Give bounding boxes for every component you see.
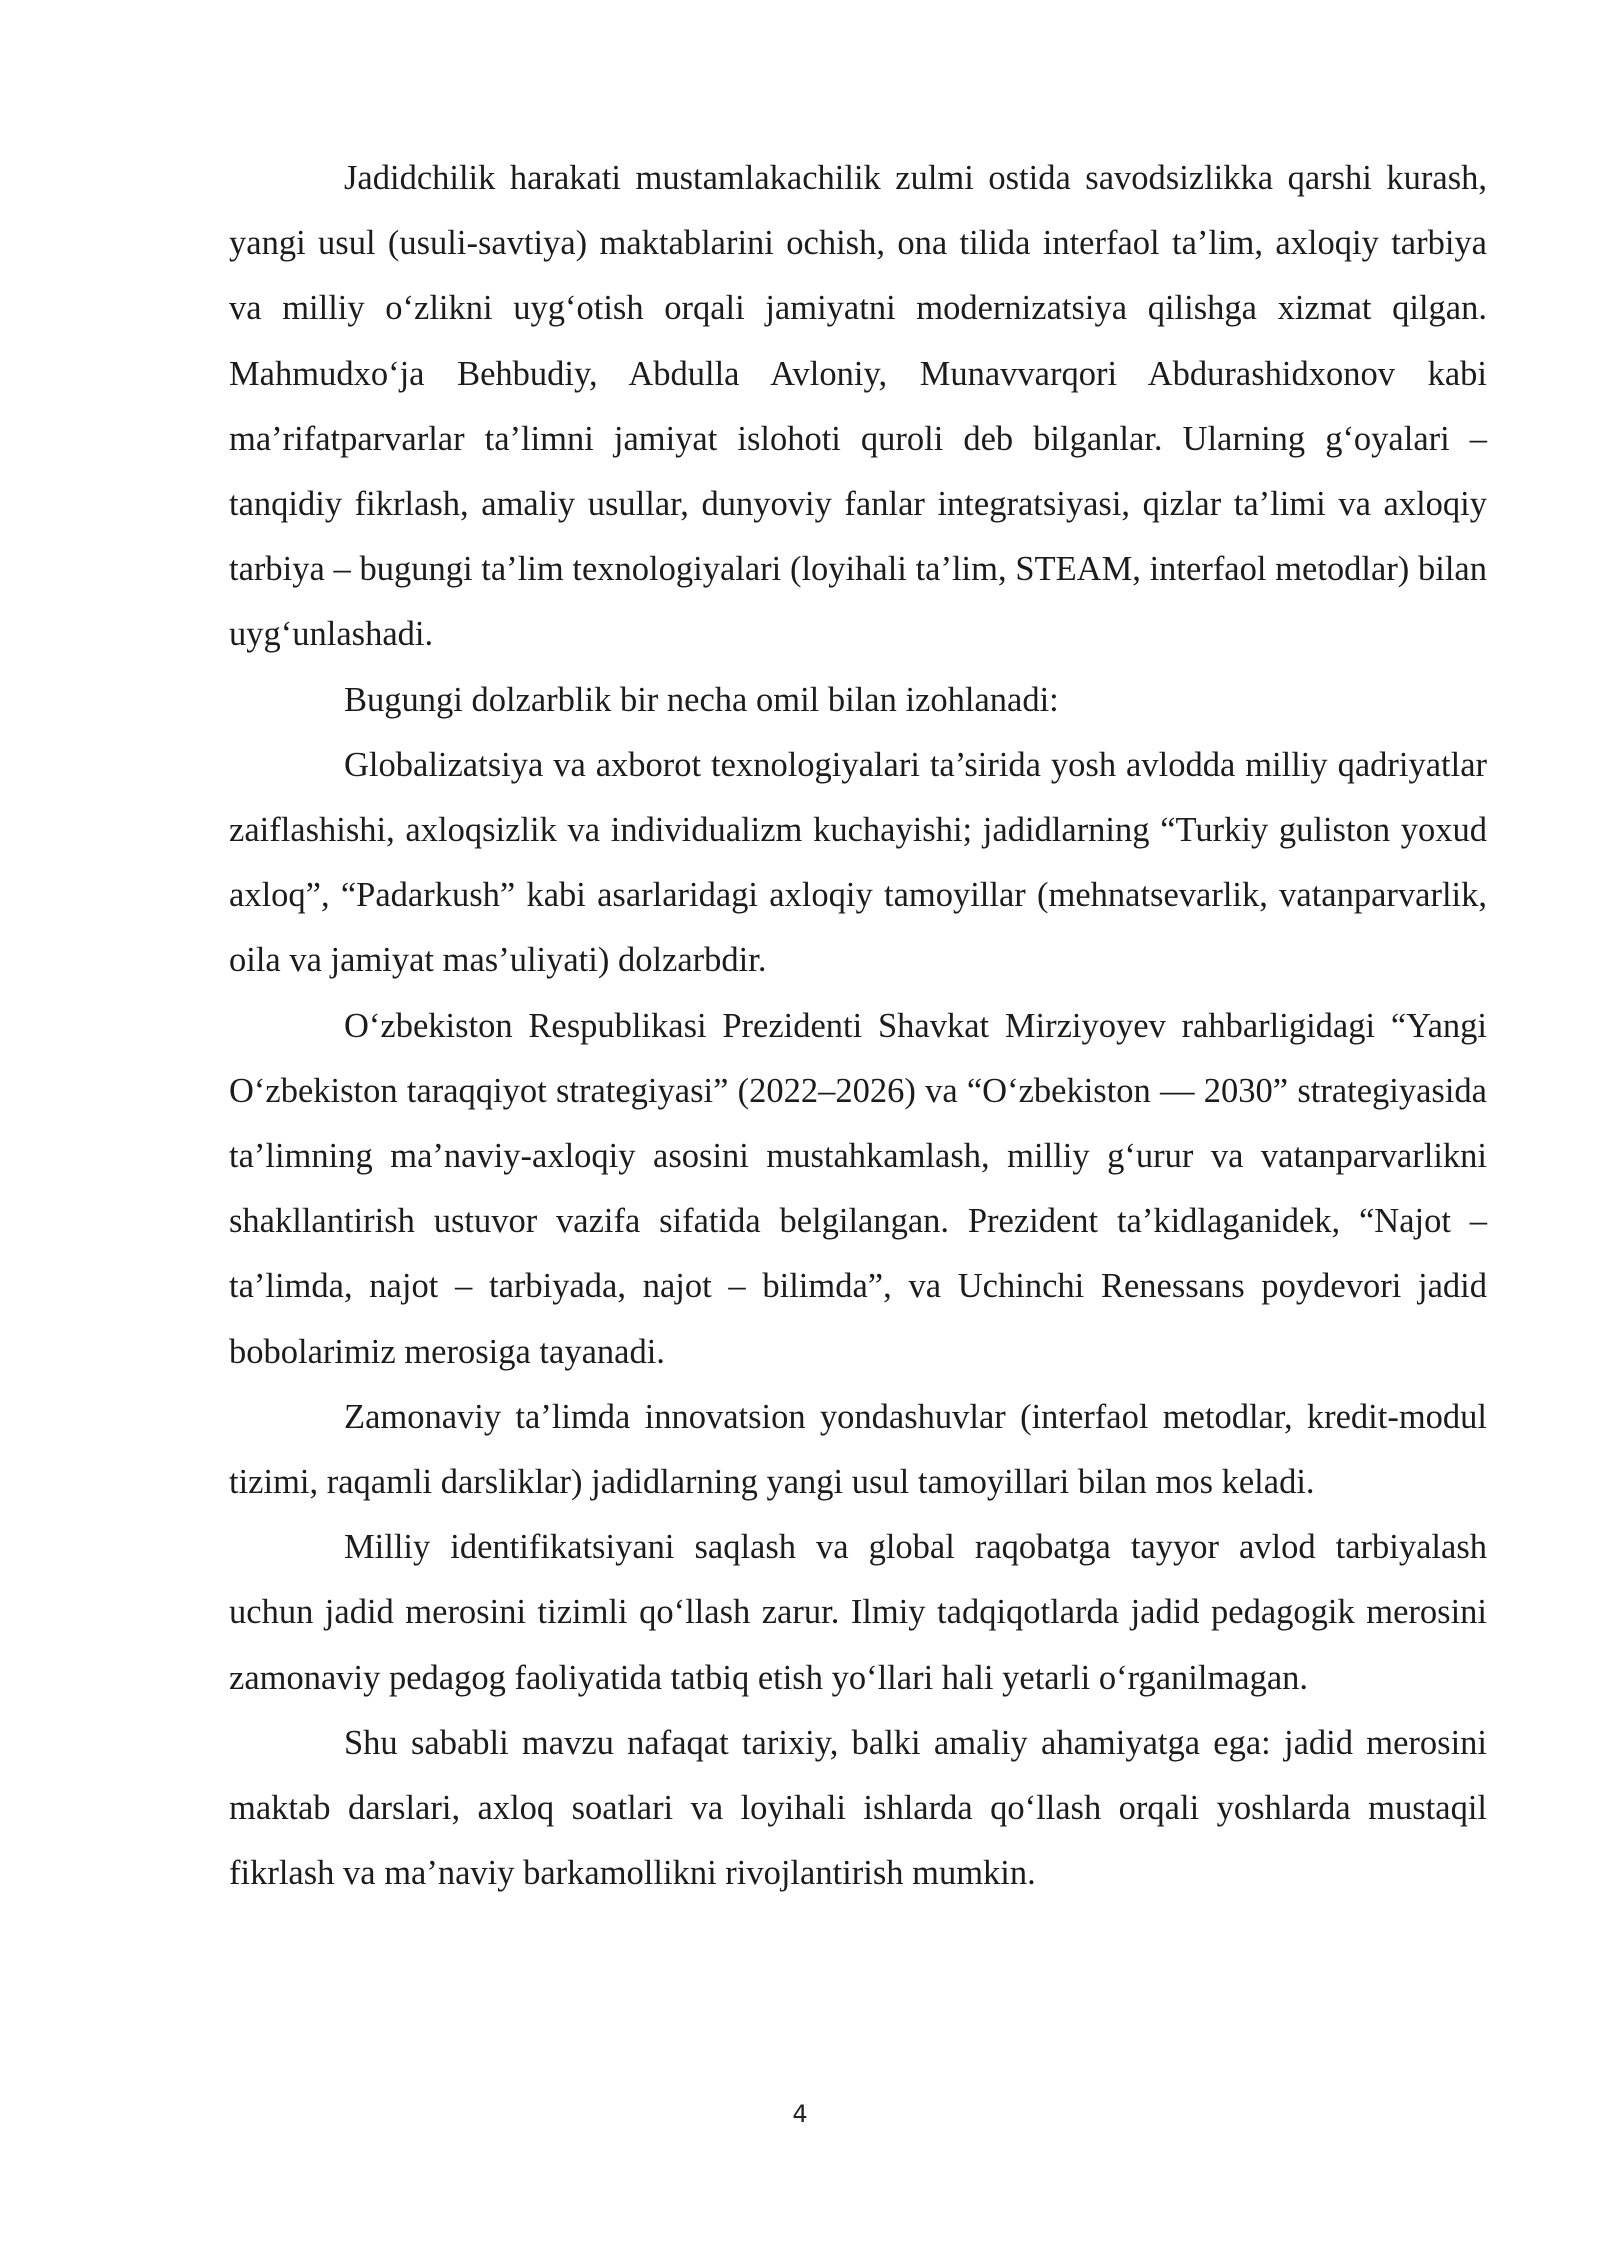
paragraph-5: Zamonaviy ta’limda innovatsion yondashuvlar (interfaol metodlar, kredit-modul tizimi, raqamli darsliklar) jadidlarning yangi usul tamoyillari bilan mos keladi. [229, 1397, 1487, 1502]
paragraph-6: Milliy identifikatsiyani saqlash va global raqobatga tayyor avlod tarbiyalash uchun jadid merosini tizimli qo‘llash zarur. Ilmiy tadqiqotlarda jadid pedagogik merosini zamonaviy pedagog faoliyatida tatbiq etish yo‘llari hali yetarli o‘rganilmagan. [229, 1528, 1487, 1697]
paragraph-2: Bugungi dolzarblik bir necha omil bilan izohlanadi: [344, 680, 1059, 719]
paragraph-7: Shu sababli mavzu nafaqat tarixiy, balki amaliy ahamiyatga ega: jadid merosini maktab darslari, axloq soatlari va loyihali ishlarda qo‘llash orqali yoshlarda mustaqil fikrlash va ma’naviy barkamollikni rivojlantirish mumkin. [229, 1723, 1487, 1893]
paragraph-3: Globalizatsiya va axborot texnologiyalari ta’sirida yosh avlodda milliy qadriyatlar zaiflashishi, axloqsizlik va individualizm kuchayishi; jadidlarning “Turkiy guliston yoxud axloq”, “Padarkush” kabi asarlaridagi axloqiy tamoyillar (mehnatsevarlik, vatanparvarlik, oila va jamiyat mas’uliyati) dolzarbdir. [229, 745, 1487, 980]
document-body [229, 146, 1487, 1906]
paragraph-1: Jadidchilik harakati mustamlakachilik zulmi ostida savodsizlikka qarshi kurash, yangi usul (usuli-savtiya) maktablarini ochish, ona tilida interfaol ta’lim, axloqiy tarbiya va milliy o‘zlikni uyg‘otish orqali jamiyatni modernizatsiya qilishga xizmat qilgan. Mahmudxo‘ja Behbudiy, Abdulla Avloniy, Munavvarqori Abdurashidxonov kabi ma’rifatparvarlar ta’limni jamiyat islohoti quroli deb bilganlar. Ularning g‘oyalari – tanqidiy fikrlash, amaliy usullar, dunyoviy fanlar integratsiyasi, qizlar ta’limi va axloqiy tarbiya – bugungi ta’lim texnologiyalari (loyihali ta’lim, STEAM, interfaol metodlar) bilan uyg‘unlashadi. [229, 159, 1487, 654]
page-number: 4 [792, 2100, 808, 2128]
paragraph-4: O‘zbekiston Respublikasi Prezidenti Shavkat Mirziyoyev rahbarligidagi “Yangi O‘zbekiston taraqqiyot strategiyasi” (2022–2026) va “O‘zbekiston — 2030” strategiyasida ta’limning ma’naviy-axloqiy asosini mustahkamlash, milliy g‘urur va vatanparvarlikni shakllantirish ustuvor vazifa sifatida belgilangan. Prezident ta’kidlaganidek, “Najot – ta’limda, najot – tarbiyada, najot – bilimda”, va Uchinchi Renessans poydevori jadid bobolarimiz merosiga tayanadi. [229, 1006, 1487, 1371]
